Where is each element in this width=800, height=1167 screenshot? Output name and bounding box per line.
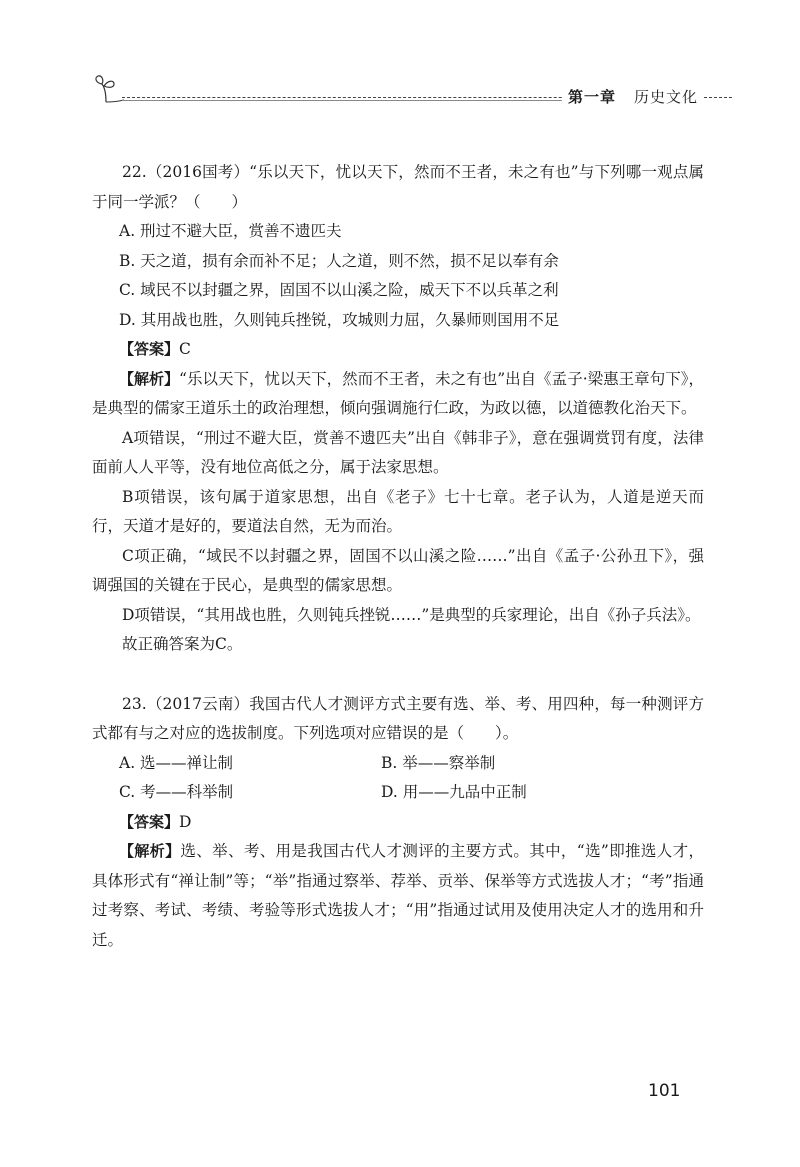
analysis	[92, 837, 704, 955]
question-22	[92, 158, 704, 660]
page-content	[92, 158, 704, 955]
answer-tag: 【答案】	[119, 812, 180, 831]
chapter-number: 第一章	[568, 88, 617, 106]
question-stem: 22.（2016国考）“乐以天下，忧以天下，然而不王者，未之有也”与下列哪一观点属于同一学派？（ ）	[92, 163, 704, 211]
option-a: A. 刑过不避大臣，赏善不遗匹夫	[119, 222, 342, 240]
option-b: B. 天之道，损有余而补不足；人之道，则不然，损不足以奉有余	[119, 251, 559, 270]
header-rule-solid	[122, 100, 592, 101]
answer-value: D	[179, 812, 192, 831]
analysis-tag: 【解析】	[119, 842, 181, 860]
option-c: C. 域民不以封疆之界，固国不以山溪之险，威天下不以兵革之利	[119, 281, 559, 299]
question-stem: 23.（2017云南）我国古代人才测评方式主要有选、举、考、用四种，每一种测评方式都有与之对应的选拔制度。下列选项对应错误的是（ ）。	[92, 694, 704, 742]
answer-value: C	[179, 340, 191, 358]
options-grid	[92, 749, 704, 808]
header-rule-dashed	[122, 97, 637, 98]
page-number: 101	[648, 1081, 681, 1101]
conclusion: 故正确答案为C。	[122, 635, 243, 653]
answer-line	[92, 335, 704, 365]
chapter-title: 历史文化	[634, 88, 699, 106]
explanation-b: B项错误，该句属于道家思想，出自《老子》七十七章。老子认为，人道是逆天而行，天道才是好的，要道法自然，无为而治。	[92, 487, 704, 535]
explanation-a: A项错误，“刑过不避大臣，赏善不遗匹夫”出自《韩非子》，意在强调赏罚有度，法律面前人人平等，没有地位高低之分，属于法家思想。	[92, 428, 704, 476]
analysis-text: 选、举、考、用是我国古代人才测评的主要方式。其中，“选”即推选人才，具体形式有“禅让制”等；“举”指通过察举、荐举、贡举、保举等方式选拔人才；“考”指通过考察、考试、考绩、考验等形式选拔人才；“用”指通过试用及使用决定人才的选用和升迁。	[92, 842, 704, 949]
option-c: C. 考——科举制	[119, 783, 234, 801]
option-d: D. 其用战也胜，久则钝兵挫锐，攻城则力屈，久暴师则国用不足	[119, 310, 560, 329]
option-b: B. 举——察举制	[381, 753, 496, 772]
option-a: A. 选——禅让制	[119, 753, 234, 772]
explanation-d: D项错误，“其用战也胜，久则钝兵挫锐……”是典型的兵家理论，出自《孙子兵法》。	[122, 605, 701, 624]
chapter-heading	[562, 86, 704, 107]
analysis-text: “乐以天下，忧以天下，然而不王者，未之有也”出自《孟子·梁惠王章句下》，是典型的儒家王道乐土的政治理想，倾向强调施行仁政，为政以德，以道德教化治天下。	[92, 369, 704, 417]
header-rule-right	[704, 97, 732, 98]
analysis	[92, 365, 704, 424]
running-header	[92, 74, 732, 114]
answer-tag: 【答案】	[119, 340, 180, 358]
question-23	[92, 690, 704, 956]
sprout-icon	[92, 74, 124, 104]
answer-line	[92, 808, 704, 838]
option-d: D. 用——九品中正制	[381, 783, 527, 801]
explanation-c: C项正确，“域民不以封疆之界，固国不以山溪之险……”出自《孟子·公孙丑下》，强调强国的关键在于民心，是典型的儒家思想。	[92, 546, 704, 594]
analysis-tag: 【解析】	[119, 369, 180, 388]
